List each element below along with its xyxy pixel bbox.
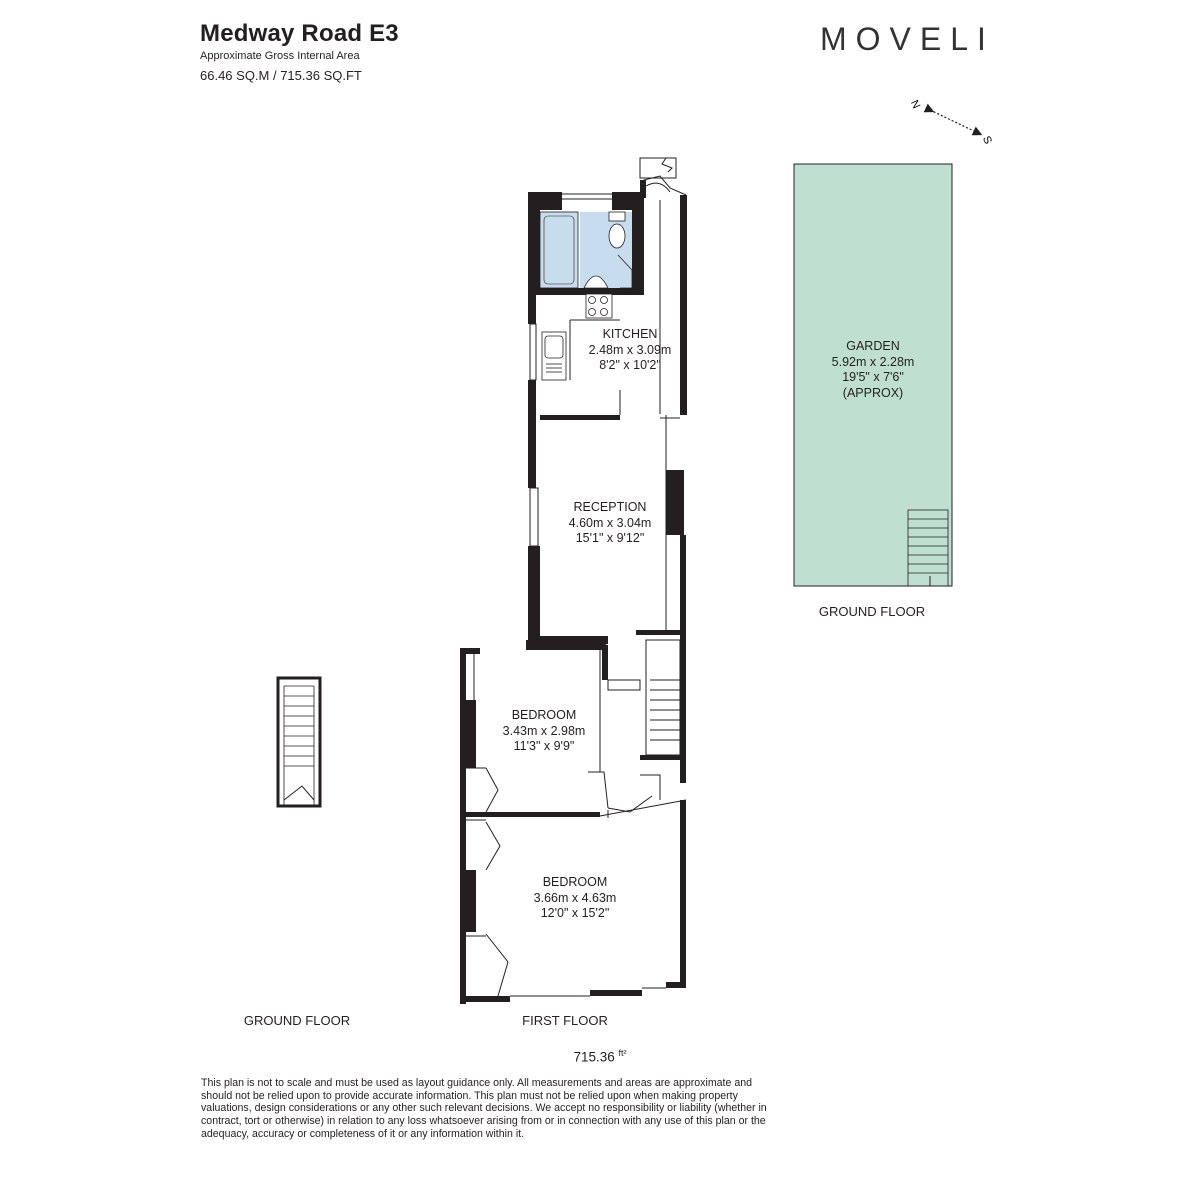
room-bedroom-2-metric: 3.66m x 4.63m [533,890,617,905]
room-bedroom-2-name: BEDROOM [542,875,608,889]
ground-floor-staircase [278,678,320,806]
toilet [609,224,625,248]
room-garden-metric: 5.92m x 2.28m [831,354,915,369]
compass-south: S [979,134,994,146]
page-title: Medway Road E3 [200,20,399,47]
floor-label-ground-right: GROUND FLOOR [818,604,926,619]
room-reception-name: RECEPTION [573,500,647,514]
logo-text: MOVELI [820,21,995,56]
room-kitchen-name: KITCHEN [602,327,658,341]
compass-north: N [907,98,923,111]
compass-icon [908,98,994,146]
sink [542,332,566,380]
bathroom-fixtures [540,212,632,288]
room-reception [550,500,670,547]
room-bedroom-2-imperial: 12'0" x 15'2" [540,906,610,920]
room-bedroom-1-imperial: 11'3" x 9'9" [513,739,575,753]
room-garden-imperial: 19'5" x 7'6" [842,370,904,384]
room-reception-imperial: 15'1" x 9'12" [575,531,645,545]
floor-label-ground-left: GROUND FLOOR [243,1013,351,1028]
room-kitchen-imperial: 8'2" x 10'2" [599,358,661,372]
room-bedroom-1-metric: 3.43m x 2.98m [502,723,586,738]
area-subtitle: Approximate Gross Internal Area [200,50,360,62]
area-value: 66.46 SQ.M / 715.36 SQ.FT [200,68,362,83]
room-bedroom-2 [515,875,635,922]
room-garden-note: (APPROX) [842,385,904,400]
disclaimer-text: This plan is not to scale and must be used as layout guidance only. All measurements and areas are approximate and should not be relied upon to provide accurate information. This plan must not be relied upon when making property valuations, design considerations or any other such relevant decisions. We accept no responsibility or liability (whether in contract, tort or otherwise) in relation to any loss whatsoever arising from or in connection with any use of this plan or the adequacy, accuracy or completeness of it or any information within it. [201,1077,767,1140]
room-garden [813,339,933,401]
room-garden-name: GARDEN [846,339,900,353]
floor-label-first: FIRST FLOOR [522,1013,608,1028]
total-area-value: 715.36 [573,1049,615,1065]
room-reception-metric: 4.60m x 3.04m [568,515,652,530]
room-kitchen-metric: 2.48m x 3.09m [588,342,672,357]
total-area [500,1048,700,1065]
room-kitchen [570,327,690,374]
total-area-unit: ft² [618,1048,627,1058]
room-bedroom-1 [484,708,604,755]
room-bedroom-1-name: BEDROOM [511,708,577,722]
